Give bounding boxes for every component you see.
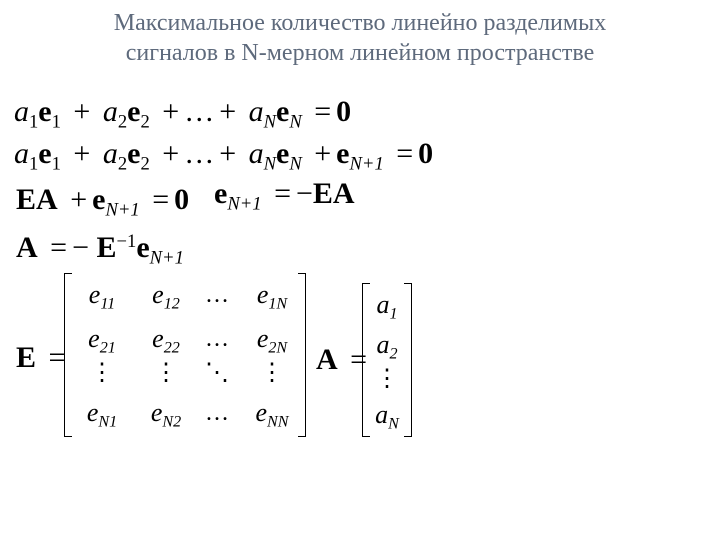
matrix-e-dots-row1: … <box>205 282 229 308</box>
matrix-a-vdots: ⋮ <box>375 366 399 392</box>
matrix-e-cell-nn: $e_{NN}$ <box>255 398 289 431</box>
vec-e: e <box>38 95 52 128</box>
matrix-e-vdots-col4: ⋮ <box>260 360 284 386</box>
matrix-e-cell-11: $e_{11}$ <box>88 280 116 313</box>
slide-title <box>0 8 720 68</box>
matrix-e-cell-n2: $e_{N2}$ <box>150 398 182 431</box>
matrix-a-cell-n: $a_N$ <box>375 400 399 433</box>
matrix-a-label: A = <box>316 343 368 376</box>
matrix-e-vdots-col2: ⋮ <box>154 360 178 386</box>
equation-e-minus-ea: $e_{N+1} = -EA$ <box>214 177 355 215</box>
matrix-e-cell-22: $e_{22}$ <box>152 324 180 357</box>
equation-a-solution: A = − $E^{-1}e_{N+1}$ <box>16 230 184 269</box>
matrix-e-cell-21: $e_{21}$ <box>88 324 116 357</box>
equation-ea-plus-e: EA + $e_{N+1} = 0$ <box>16 183 190 221</box>
matrix-a-cell-2: $a_2$ <box>376 330 398 363</box>
matrix-e-cell-n1: $e_{N1}$ <box>86 398 118 431</box>
equation-sum-basis-zero: $a_1e_1 + a_2e_2$ + … + $a_Ne_N = 0$ <box>14 95 352 133</box>
matrix-a-cell-1: $a_1$ <box>376 290 398 323</box>
coef-a: a <box>14 95 29 128</box>
matrix-e-cell-2n: $e_{2N}$ <box>256 324 288 357</box>
matrix-a <box>362 284 412 436</box>
title-line-1: Максимальное количество линейно разделимых <box>113 10 607 36</box>
matrix-e-vdots-col1: ⋮ <box>90 360 114 386</box>
matrix-e-cell-12: $e_{12}$ <box>152 280 180 313</box>
title-line-2: сигналов в N-мерном линейном пространстве <box>125 40 595 66</box>
matrix-e-dots-row2: … <box>205 326 229 352</box>
matrix-e-cell-1n: $e_{1N}$ <box>256 280 288 313</box>
matrix-e <box>64 274 306 436</box>
matrix-e-label: E = <box>16 341 66 374</box>
equation-sum-basis-extended: $a_1e_1 + a_2e_2$ + … + $a_Ne_N + e_{N+1} = 0$ <box>14 137 434 175</box>
matrix-e-dots-rown: … <box>205 400 229 426</box>
matrix-e-ddots: ⋱ <box>205 360 229 386</box>
